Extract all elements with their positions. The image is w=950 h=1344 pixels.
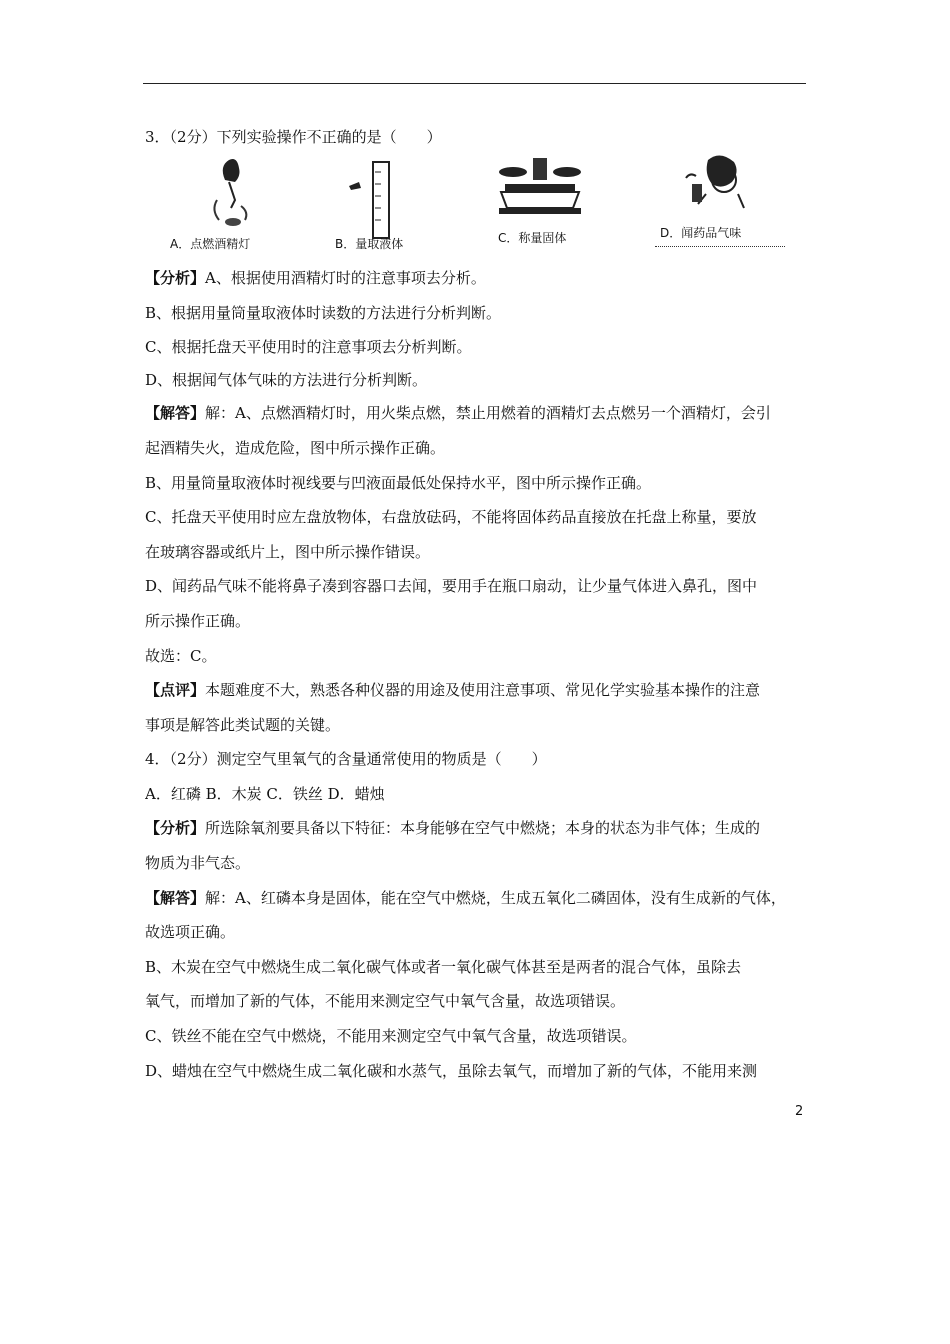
q4-answer-4: C、铁丝不能在空气中燃烧，不能用来测定空气中氧气含量，故选项错误。: [145, 1027, 637, 1045]
q3-answer-2: B、用量筒量取液体时视线要与凹液面最低处保持水平，图中所示操作正确。: [145, 474, 652, 492]
q3-analysis-0: 【分析】A、根据使用酒精灯时的注意事项去分析。: [145, 269, 486, 287]
q3-review-1: 事项是解答此类试题的关键。: [145, 716, 341, 734]
header-rule: [143, 83, 806, 84]
q4-answer-0: 【解答】解：A、红磷本身是固体，能在空气中燃烧，生成五氧化二磷固体，没有生成新的气体，: [145, 889, 786, 907]
q4-answer-1: 故选项正确。: [145, 923, 236, 941]
q3-analysis-1: B、根据用量筒量取液体时读数的方法进行分析判断。: [145, 304, 502, 322]
q3-title: 3．（2分）下列实验操作不正确的是（ ）: [145, 128, 442, 146]
q3-review-0: 【点评】本题难度不大，熟悉各种仪器的用途及使用注意事项、常见化学实验基本操作的注意: [145, 681, 761, 699]
q3-answer-6: 所示操作正确。: [145, 612, 251, 630]
q3-answer-0: 【解答】解：A、点燃酒精灯时，用火柴点燃，禁止用燃着的酒精灯去点燃另一个酒精灯，会引: [145, 404, 771, 422]
q3-answer-3: C、托盘天平使用时应左盘放物体，右盘放砝码，不能将固体药品直接放在托盘上称量，要放: [145, 508, 757, 526]
q3-analysis-2: C、根据托盘天平使用时的注意事项去分析判断。: [145, 338, 472, 356]
fig-d-caption: D．闻药品气味: [660, 226, 742, 240]
q3-answer-7: 故选：C。: [145, 647, 217, 665]
fig-b-caption: B．量取液体: [335, 237, 404, 251]
q4-options: A．红磷 B．木炭 C．铁丝 D．蜡烛: [145, 785, 385, 803]
q4-title: 4．（2分）测定空气里氧气的含量通常使用的物质是（ ）: [145, 750, 547, 768]
q4-analysis-0: 【分析】所选除氧剂要具备以下特征：本身能够在空气中燃烧；本身的状态为非气体；生成的: [145, 819, 761, 837]
figure-divider: [655, 246, 785, 247]
q3-answer-1: 起酒精失火，造成危险，图中所示操作正确。: [145, 439, 446, 457]
fig-c-caption: C．称量固体: [498, 231, 567, 245]
q3-answer-5: D、闻药品气味不能将鼻子凑到容器口去闻，要用手在瓶口扇动，让少量气体进入鼻孔，图中: [145, 577, 758, 595]
q3-analysis-3: D、根据闻气体气味的方法进行分析判断。: [145, 371, 428, 389]
q4-answer-5: D、蜡烛在空气中燃烧生成二氧化碳和水蒸气，虽除去氧气，而增加了新的气体，不能用来测: [145, 1062, 758, 1080]
page-number: 2: [795, 1104, 804, 1119]
q4-answer-2: B、木炭在空气中燃烧生成二氧化碳气体或者一氧化碳气体甚至是两者的混合气体，虽除去: [145, 958, 742, 976]
fig-a-caption: A．点燃酒精灯: [170, 237, 251, 251]
q4-answer-3: 氧气，而增加了新的气体，不能用来测定空气中氧气含量，故选项错误。: [145, 992, 626, 1010]
q3-answer-4: 在玻璃容器或纸片上，图中所示操作错误。: [145, 543, 431, 561]
q4-analysis-1: 物质为非气态。: [145, 854, 251, 872]
